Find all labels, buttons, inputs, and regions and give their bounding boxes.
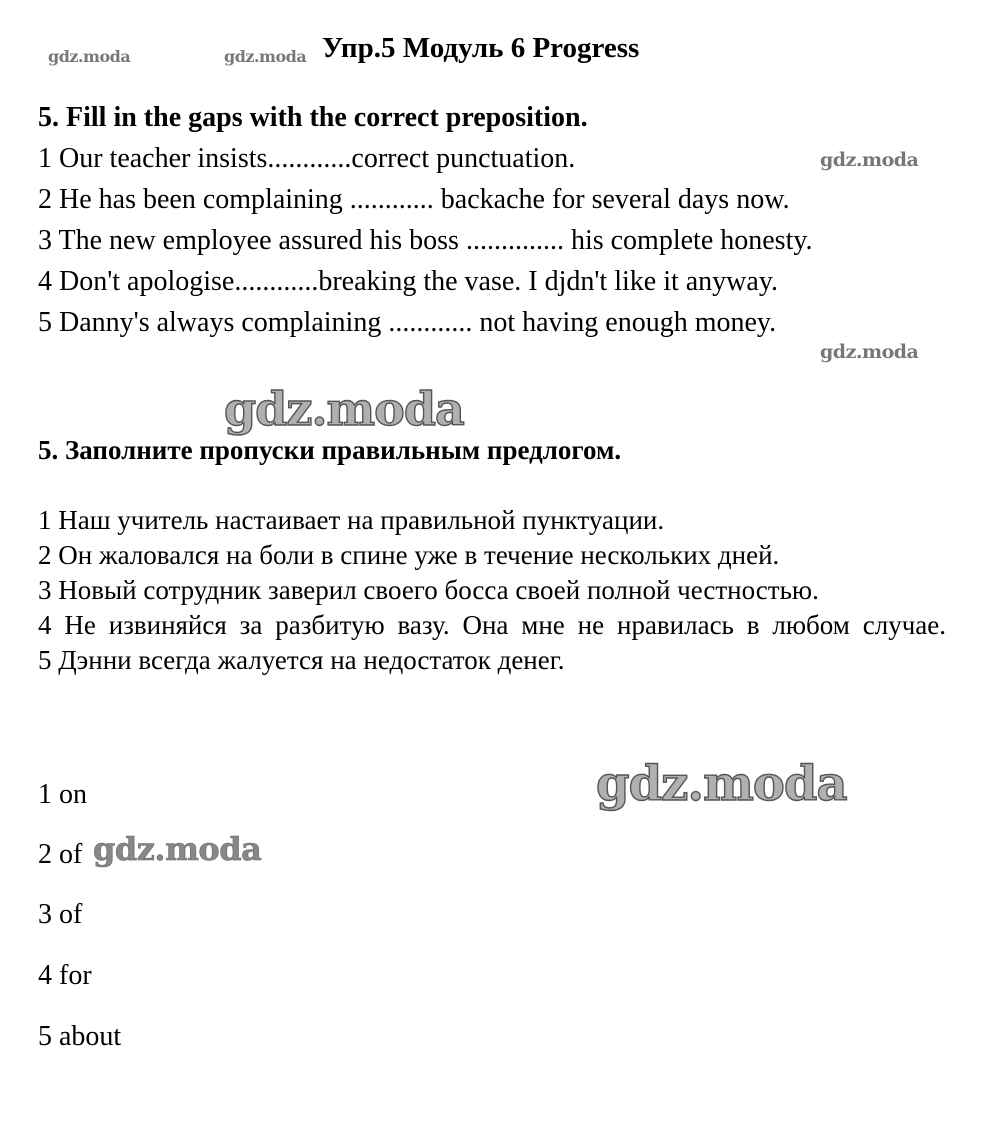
answer-item: 2 of bbox=[38, 839, 83, 870]
russian-item: 2 Он жаловался на боли в спине уже в течение нескольких дней. bbox=[38, 540, 780, 570]
watermark: gdz.moda bbox=[820, 149, 919, 171]
watermark: gdz.moda bbox=[596, 756, 847, 812]
english-item: 5 Danny's always complaining ............ not having enough money. bbox=[38, 307, 777, 338]
watermark: gdz.moda bbox=[48, 47, 131, 66]
english-item: 2 He has been complaining ............ backache for several days now. bbox=[38, 184, 790, 215]
english-item: 4 Don't apologise............breaking the vase. I djdn't like it anyway. bbox=[38, 266, 779, 297]
watermark: gdz.moda bbox=[93, 830, 262, 868]
russian-item: 4 Не извиняйся за разбитую вазу. Она мне не нравилась в любом случае. bbox=[38, 610, 946, 640]
watermark: gdz.moda bbox=[224, 382, 464, 436]
russian-item: 3 Новый сотрудник заверил своего босса своей полной честностью. bbox=[38, 575, 819, 605]
answer-item: 4 for bbox=[38, 960, 92, 991]
russian-heading: 5. Заполните пропуски правильным предлогом. bbox=[38, 435, 622, 465]
english-item: 3 The new employee assured his boss .............. his complete honesty. bbox=[38, 225, 813, 256]
page-title: Упр.5 Модуль 6 Progress bbox=[322, 32, 640, 64]
russian-items bbox=[38, 503, 946, 678]
answer-item: 5 about bbox=[38, 1021, 122, 1052]
russian-item: 5 Дэнни всегда жалуется на недостаток денег. bbox=[38, 645, 565, 675]
watermark: gdz.moda bbox=[820, 341, 919, 363]
english-item: 1 Our teacher insists............correct punctuation. bbox=[38, 143, 576, 174]
russian-item: 1 Наш учитель настаивает на правильной пунктуации. bbox=[38, 505, 665, 535]
answer-item: 3 of bbox=[38, 899, 83, 930]
english-heading: 5. Fill in the gaps with the correct preposition. bbox=[38, 102, 588, 133]
watermark: gdz.moda bbox=[224, 47, 307, 66]
answer-item: 1 on bbox=[38, 779, 87, 810]
